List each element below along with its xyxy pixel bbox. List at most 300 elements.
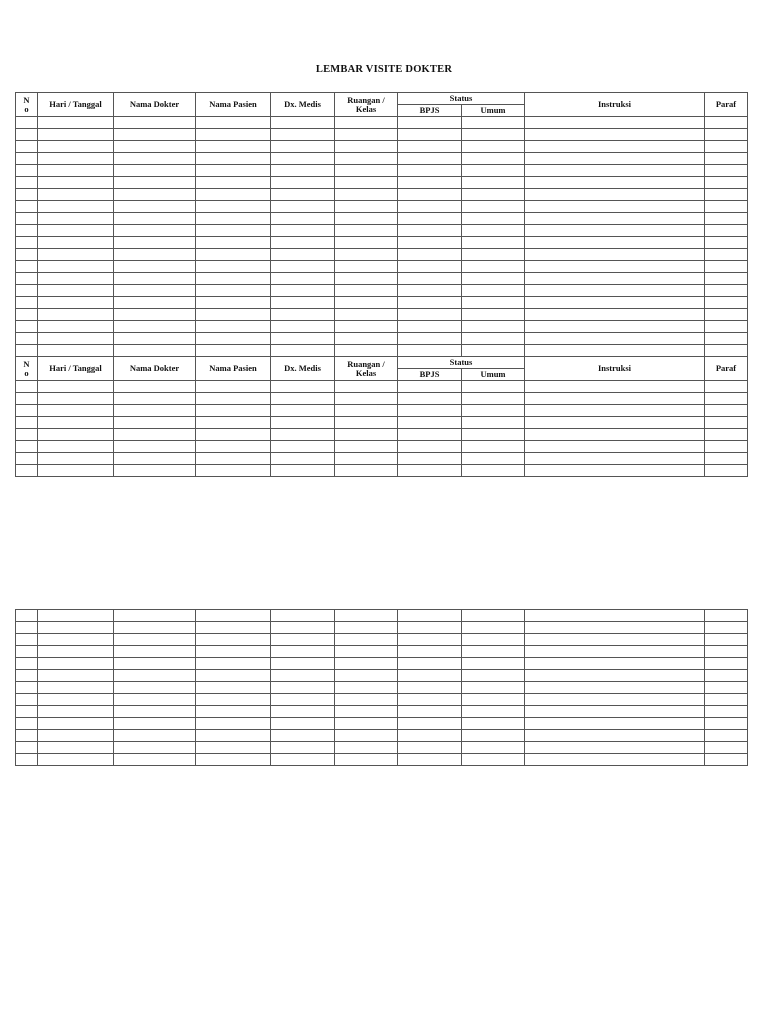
table-row <box>16 718 748 730</box>
cell-no <box>16 730 38 742</box>
cell-bpjs <box>398 345 462 357</box>
cell-no <box>16 345 38 357</box>
cell-umum <box>462 453 525 465</box>
table-row <box>16 405 748 417</box>
cell-bpjs <box>398 237 462 249</box>
cell-umum <box>462 129 525 141</box>
cell-dx-medis <box>271 213 335 225</box>
cell-ruangan-kelas <box>335 189 398 201</box>
table-row <box>16 742 748 754</box>
cell-instruksi <box>525 405 705 417</box>
cell-nama-pasien <box>196 429 271 441</box>
table-row <box>16 333 748 345</box>
cell-dx-medis <box>271 453 335 465</box>
cell-hari-tanggal <box>38 393 114 405</box>
cell-nama-dokter <box>114 321 196 333</box>
cell-bpjs <box>398 465 462 477</box>
cell-instruksi <box>525 249 705 261</box>
cell-ruangan-kelas <box>335 261 398 273</box>
cell-bpjs <box>398 622 462 634</box>
cell-paraf <box>705 754 748 766</box>
cell-bpjs <box>398 141 462 153</box>
cell-bpjs <box>398 646 462 658</box>
cell-instruksi <box>525 309 705 321</box>
cell-nama-dokter <box>114 622 196 634</box>
cell-nama-dokter <box>114 213 196 225</box>
cell-nama-dokter <box>114 670 196 682</box>
table-row <box>16 622 748 634</box>
cell-nama-dokter <box>114 201 196 213</box>
cell-instruksi <box>525 706 705 718</box>
cell-dx-medis <box>271 189 335 201</box>
cell-nama-dokter <box>114 694 196 706</box>
cell-ruangan-kelas <box>335 285 398 297</box>
cell-instruksi <box>525 465 705 477</box>
cell-instruksi <box>525 718 705 730</box>
cell-nama-pasien <box>196 658 271 670</box>
cell-hari-tanggal <box>38 754 114 766</box>
cell-ruangan-kelas <box>335 465 398 477</box>
cell-paraf <box>705 321 748 333</box>
cell-no <box>16 610 38 622</box>
cell-dx-medis <box>271 297 335 309</box>
cell-nama-dokter <box>114 453 196 465</box>
table-row <box>16 249 748 261</box>
cell-paraf <box>705 465 748 477</box>
cell-nama-pasien <box>196 417 271 429</box>
cell-paraf <box>705 393 748 405</box>
cell-dx-medis <box>271 285 335 297</box>
cell-hari-tanggal <box>38 622 114 634</box>
cell-dx-medis <box>271 309 335 321</box>
cell-instruksi <box>525 321 705 333</box>
table-row <box>16 213 748 225</box>
cell-instruksi <box>525 646 705 658</box>
cell-hari-tanggal <box>38 694 114 706</box>
cell-umum <box>462 706 525 718</box>
cell-bpjs <box>398 658 462 670</box>
cell-hari-tanggal <box>38 129 114 141</box>
cell-bpjs <box>398 670 462 682</box>
cell-dx-medis <box>271 129 335 141</box>
cell-no <box>16 381 38 393</box>
cell-dx-medis <box>271 682 335 694</box>
cell-bpjs <box>398 730 462 742</box>
cell-umum <box>462 622 525 634</box>
cell-nama-dokter <box>114 237 196 249</box>
cell-paraf <box>705 441 748 453</box>
cell-nama-pasien <box>196 213 271 225</box>
col-paraf-header: Paraf <box>705 357 748 381</box>
cell-ruangan-kelas <box>335 201 398 213</box>
cell-hari-tanggal <box>38 429 114 441</box>
cell-no <box>16 249 38 261</box>
cell-nama-pasien <box>196 441 271 453</box>
cell-bpjs <box>398 285 462 297</box>
cell-hari-tanggal <box>38 453 114 465</box>
cell-ruangan-kelas <box>335 610 398 622</box>
cell-hari-tanggal <box>38 417 114 429</box>
cell-bpjs <box>398 117 462 129</box>
cell-dx-medis <box>271 718 335 730</box>
cell-umum <box>462 213 525 225</box>
cell-ruangan-kelas <box>335 622 398 634</box>
cell-instruksi <box>525 129 705 141</box>
table-body <box>16 117 748 357</box>
col-nama-pasien-header: Nama Pasien <box>196 357 271 381</box>
cell-hari-tanggal <box>38 634 114 646</box>
cell-hari-tanggal <box>38 682 114 694</box>
cell-hari-tanggal <box>38 381 114 393</box>
cell-ruangan-kelas <box>335 165 398 177</box>
cell-ruangan-kelas <box>335 309 398 321</box>
cell-dx-medis <box>271 333 335 345</box>
cell-nama-dokter <box>114 417 196 429</box>
cell-nama-dokter <box>114 165 196 177</box>
col-ruangan-kelas-header: Ruangan / Kelas <box>335 93 398 117</box>
table-row <box>16 189 748 201</box>
cell-paraf <box>705 201 748 213</box>
cell-no <box>16 393 38 405</box>
cell-bpjs <box>398 165 462 177</box>
cell-bpjs <box>398 261 462 273</box>
cell-nama-dokter <box>114 285 196 297</box>
cell-paraf <box>705 634 748 646</box>
cell-instruksi <box>525 694 705 706</box>
cell-instruksi <box>525 261 705 273</box>
visit-table-3 <box>15 609 748 766</box>
cell-hari-tanggal <box>38 141 114 153</box>
cell-umum <box>462 381 525 393</box>
cell-ruangan-kelas <box>335 393 398 405</box>
cell-nama-pasien <box>196 706 271 718</box>
cell-bpjs <box>398 309 462 321</box>
cell-ruangan-kelas <box>335 249 398 261</box>
cell-nama-pasien <box>196 321 271 333</box>
cell-ruangan-kelas <box>335 321 398 333</box>
cell-ruangan-kelas <box>335 297 398 309</box>
cell-nama-dokter <box>114 189 196 201</box>
cell-no <box>16 261 38 273</box>
cell-paraf <box>705 646 748 658</box>
cell-ruangan-kelas <box>335 381 398 393</box>
table-row <box>16 429 748 441</box>
cell-ruangan-kelas <box>335 754 398 766</box>
cell-dx-medis <box>271 610 335 622</box>
cell-umum <box>462 273 525 285</box>
cell-dx-medis <box>271 153 335 165</box>
cell-hari-tanggal <box>38 153 114 165</box>
cell-nama-pasien <box>196 177 271 189</box>
table-row <box>16 646 748 658</box>
cell-instruksi <box>525 141 705 153</box>
cell-bpjs <box>398 213 462 225</box>
cell-bpjs <box>398 718 462 730</box>
cell-hari-tanggal <box>38 297 114 309</box>
cell-dx-medis <box>271 465 335 477</box>
table-row <box>16 453 748 465</box>
cell-dx-medis <box>271 441 335 453</box>
cell-hari-tanggal <box>38 670 114 682</box>
table-row <box>16 754 748 766</box>
table-row <box>16 129 748 141</box>
cell-hari-tanggal <box>38 742 114 754</box>
cell-paraf <box>705 273 748 285</box>
col-no-header: N o <box>16 93 38 117</box>
cell-hari-tanggal <box>38 165 114 177</box>
cell-bpjs <box>398 333 462 345</box>
cell-paraf <box>705 213 748 225</box>
col-hari-tanggal-header: Hari / Tanggal <box>38 357 114 381</box>
cell-paraf <box>705 189 748 201</box>
cell-instruksi <box>525 285 705 297</box>
cell-no <box>16 321 38 333</box>
cell-instruksi <box>525 634 705 646</box>
cell-instruksi <box>525 417 705 429</box>
cell-paraf <box>705 694 748 706</box>
col-paraf-header: Paraf <box>705 93 748 117</box>
cell-umum <box>462 297 525 309</box>
cell-nama-pasien <box>196 345 271 357</box>
cell-umum <box>462 393 525 405</box>
cell-ruangan-kelas <box>335 345 398 357</box>
cell-instruksi <box>525 429 705 441</box>
cell-instruksi <box>525 273 705 285</box>
visit-table-1 <box>15 92 748 357</box>
cell-bpjs <box>398 321 462 333</box>
cell-paraf <box>705 165 748 177</box>
table-row <box>16 273 748 285</box>
cell-ruangan-kelas <box>335 453 398 465</box>
cell-paraf <box>705 141 748 153</box>
cell-nama-dokter <box>114 646 196 658</box>
col-status-header: Status <box>398 93 525 105</box>
cell-umum <box>462 718 525 730</box>
cell-nama-dokter <box>114 429 196 441</box>
cell-no <box>16 405 38 417</box>
cell-umum <box>462 261 525 273</box>
cell-paraf <box>705 225 748 237</box>
cell-nama-pasien <box>196 237 271 249</box>
cell-instruksi <box>525 177 705 189</box>
cell-umum <box>462 309 525 321</box>
cell-no <box>16 429 38 441</box>
cell-ruangan-kelas <box>335 405 398 417</box>
cell-paraf <box>705 333 748 345</box>
cell-nama-dokter <box>114 718 196 730</box>
cell-no <box>16 165 38 177</box>
cell-ruangan-kelas <box>335 129 398 141</box>
cell-dx-medis <box>271 225 335 237</box>
cell-paraf <box>705 417 748 429</box>
cell-hari-tanggal <box>38 321 114 333</box>
cell-hari-tanggal <box>38 730 114 742</box>
cell-umum <box>462 646 525 658</box>
cell-instruksi <box>525 670 705 682</box>
cell-ruangan-kelas <box>335 213 398 225</box>
cell-instruksi <box>525 730 705 742</box>
table-row <box>16 321 748 333</box>
cell-bpjs <box>398 405 462 417</box>
cell-hari-tanggal <box>38 273 114 285</box>
cell-dx-medis <box>271 622 335 634</box>
table-header <box>16 93 748 117</box>
cell-instruksi <box>525 682 705 694</box>
cell-instruksi <box>525 345 705 357</box>
table-row <box>16 694 748 706</box>
cell-ruangan-kelas <box>335 417 398 429</box>
cell-nama-pasien <box>196 165 271 177</box>
col-nama-dokter-header: Nama Dokter <box>114 93 196 117</box>
cell-bpjs <box>398 610 462 622</box>
cell-nama-pasien <box>196 646 271 658</box>
cell-bpjs <box>398 381 462 393</box>
cell-dx-medis <box>271 754 335 766</box>
table-row <box>16 670 748 682</box>
cell-nama-dokter <box>114 273 196 285</box>
cell-instruksi <box>525 333 705 345</box>
cell-no <box>16 465 38 477</box>
cell-umum <box>462 189 525 201</box>
cell-umum <box>462 117 525 129</box>
cell-umum <box>462 754 525 766</box>
cell-instruksi <box>525 201 705 213</box>
col-instruksi-header: Instruksi <box>525 357 705 381</box>
cell-bpjs <box>398 682 462 694</box>
cell-paraf <box>705 453 748 465</box>
table-row <box>16 117 748 129</box>
cell-nama-dokter <box>114 730 196 742</box>
cell-instruksi <box>525 381 705 393</box>
table-row <box>16 345 748 357</box>
col-umum-header: Umum <box>462 369 525 381</box>
cell-instruksi <box>525 658 705 670</box>
table-row <box>16 682 748 694</box>
cell-nama-dokter <box>114 141 196 153</box>
cell-no <box>16 718 38 730</box>
cell-no <box>16 706 38 718</box>
cell-bpjs <box>398 754 462 766</box>
cell-hari-tanggal <box>38 225 114 237</box>
table-row <box>16 393 748 405</box>
cell-nama-pasien <box>196 730 271 742</box>
cell-nama-pasien <box>196 634 271 646</box>
cell-nama-dokter <box>114 177 196 189</box>
cell-hari-tanggal <box>38 249 114 261</box>
col-umum-header: Umum <box>462 105 525 117</box>
cell-no <box>16 453 38 465</box>
cell-umum <box>462 429 525 441</box>
cell-dx-medis <box>271 261 335 273</box>
cell-no <box>16 622 38 634</box>
cell-umum <box>462 441 525 453</box>
cell-dx-medis <box>271 730 335 742</box>
cell-umum <box>462 249 525 261</box>
cell-nama-pasien <box>196 622 271 634</box>
cell-instruksi <box>525 441 705 453</box>
table-row <box>16 261 748 273</box>
cell-ruangan-kelas <box>335 694 398 706</box>
table-row <box>16 381 748 393</box>
cell-bpjs <box>398 742 462 754</box>
cell-nama-pasien <box>196 718 271 730</box>
cell-bpjs <box>398 441 462 453</box>
cell-dx-medis <box>271 201 335 213</box>
cell-ruangan-kelas <box>335 634 398 646</box>
cell-no <box>16 225 38 237</box>
cell-ruangan-kelas <box>335 225 398 237</box>
cell-bpjs <box>398 706 462 718</box>
cell-nama-dokter <box>114 345 196 357</box>
cell-nama-pasien <box>196 405 271 417</box>
cell-dx-medis <box>271 381 335 393</box>
cell-hari-tanggal <box>38 718 114 730</box>
cell-nama-dokter <box>114 742 196 754</box>
table-row <box>16 441 748 453</box>
cell-paraf <box>705 742 748 754</box>
cell-bpjs <box>398 634 462 646</box>
cell-ruangan-kelas <box>335 730 398 742</box>
cell-bpjs <box>398 201 462 213</box>
cell-no <box>16 754 38 766</box>
cell-nama-pasien <box>196 670 271 682</box>
cell-umum <box>462 658 525 670</box>
cell-dx-medis <box>271 694 335 706</box>
cell-hari-tanggal <box>38 465 114 477</box>
cell-no <box>16 441 38 453</box>
cell-dx-medis <box>271 249 335 261</box>
cell-umum <box>462 201 525 213</box>
cell-paraf <box>705 706 748 718</box>
cell-dx-medis <box>271 405 335 417</box>
col-bpjs-header: BPJS <box>398 105 462 117</box>
col-bpjs-header: BPJS <box>398 369 462 381</box>
cell-umum <box>462 417 525 429</box>
cell-no <box>16 213 38 225</box>
cell-paraf <box>705 129 748 141</box>
cell-no <box>16 273 38 285</box>
cell-ruangan-kelas <box>335 742 398 754</box>
cell-no <box>16 237 38 249</box>
cell-umum <box>462 670 525 682</box>
cell-ruangan-kelas <box>335 658 398 670</box>
cell-umum <box>462 682 525 694</box>
cell-hari-tanggal <box>38 189 114 201</box>
cell-paraf <box>705 285 748 297</box>
cell-hari-tanggal <box>38 333 114 345</box>
cell-umum <box>462 165 525 177</box>
cell-paraf <box>705 718 748 730</box>
cell-ruangan-kelas <box>335 273 398 285</box>
cell-no <box>16 417 38 429</box>
cell-paraf <box>705 610 748 622</box>
cell-dx-medis <box>271 429 335 441</box>
cell-umum <box>462 237 525 249</box>
table-row <box>16 177 748 189</box>
cell-paraf <box>705 261 748 273</box>
cell-ruangan-kelas <box>335 718 398 730</box>
cell-hari-tanggal <box>38 117 114 129</box>
cell-nama-pasien <box>196 381 271 393</box>
cell-paraf <box>705 237 748 249</box>
cell-nama-pasien <box>196 153 271 165</box>
table-row <box>16 658 748 670</box>
cell-umum <box>462 694 525 706</box>
table-body <box>16 381 748 477</box>
cell-umum <box>462 153 525 165</box>
cell-paraf <box>705 249 748 261</box>
table-row <box>16 285 748 297</box>
